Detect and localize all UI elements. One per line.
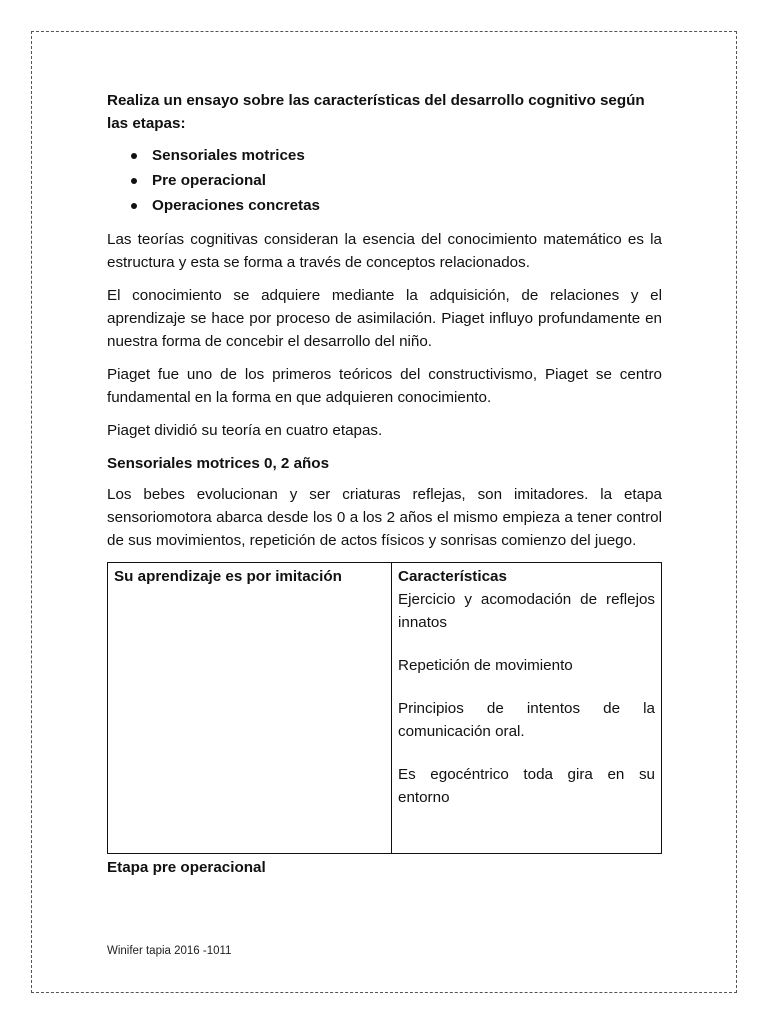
assignment-prompt: Realiza un ensayo sobre las características del desarrollo cognitivo según las etapas: — [107, 92, 645, 132]
cell-spacer — [398, 829, 655, 851]
table-cell-caracteristicas — [392, 563, 662, 854]
paragraph-conocimiento: El conocimiento se adquiere mediante la adquisición, de relaciones y el aprendizaje se hace por proceso de asimilación. Piaget influyo profundamente en nuestra forma de concebir el desarrollo del niño. — [107, 287, 662, 350]
section-heading-preoperacional: Etapa pre operacional — [107, 859, 266, 876]
paragraph-teorias: Las teorías cognitivas consideran la esencia del conocimiento matemático es la estructura y esta se forma a través de conceptos relacionados. — [107, 231, 662, 271]
characteristic-item: Repetición de movimiento — [398, 657, 573, 674]
characteristics-table — [107, 562, 662, 854]
paragraph-constructivismo: Piaget fue uno de los primeros teóricos del constructivismo, Piaget se centro fundamental en la forma en que adquieren conocimiento. — [107, 366, 662, 406]
paragraph-sensoriales: Los bebes evolucionan y ser criaturas reflejas, son imitadores. la etapa sensoriomotora abarca desde los 0 a los 2 años el mismo empieza a tener control de sus movimientos, repetición de actos físicos y sonrisas comienzo del juego. — [107, 486, 662, 549]
stage-item-operaciones: Operaciones concretas — [107, 193, 662, 218]
table-left-header: Su aprendizaje es por imitación — [114, 568, 342, 585]
footer-author: Winifer tapia 2016 -1011 — [107, 945, 232, 957]
characteristic-item: Es egocéntrico toda gira en su entorno — [398, 766, 655, 806]
stage-list — [107, 143, 662, 218]
document-body — [107, 89, 662, 887]
characteristic-item: Principios de intentos de la comunicación oral. — [398, 700, 655, 740]
table-right-header: Características — [398, 568, 507, 585]
stage-item-preoperacional: Pre operacional — [107, 168, 662, 193]
characteristic-item: Ejercicio y acomodación de reflejos innatos — [398, 591, 655, 631]
table-cell-imitacion — [108, 563, 392, 854]
section-heading-sensoriales: Sensoriales motrices 0, 2 años — [107, 455, 330, 472]
paragraph-etapas: Piaget dividió su teoría en cuatro etapas. — [107, 422, 383, 439]
stage-item-sensoriales: Sensoriales motrices — [107, 143, 662, 168]
table-row — [108, 563, 662, 854]
